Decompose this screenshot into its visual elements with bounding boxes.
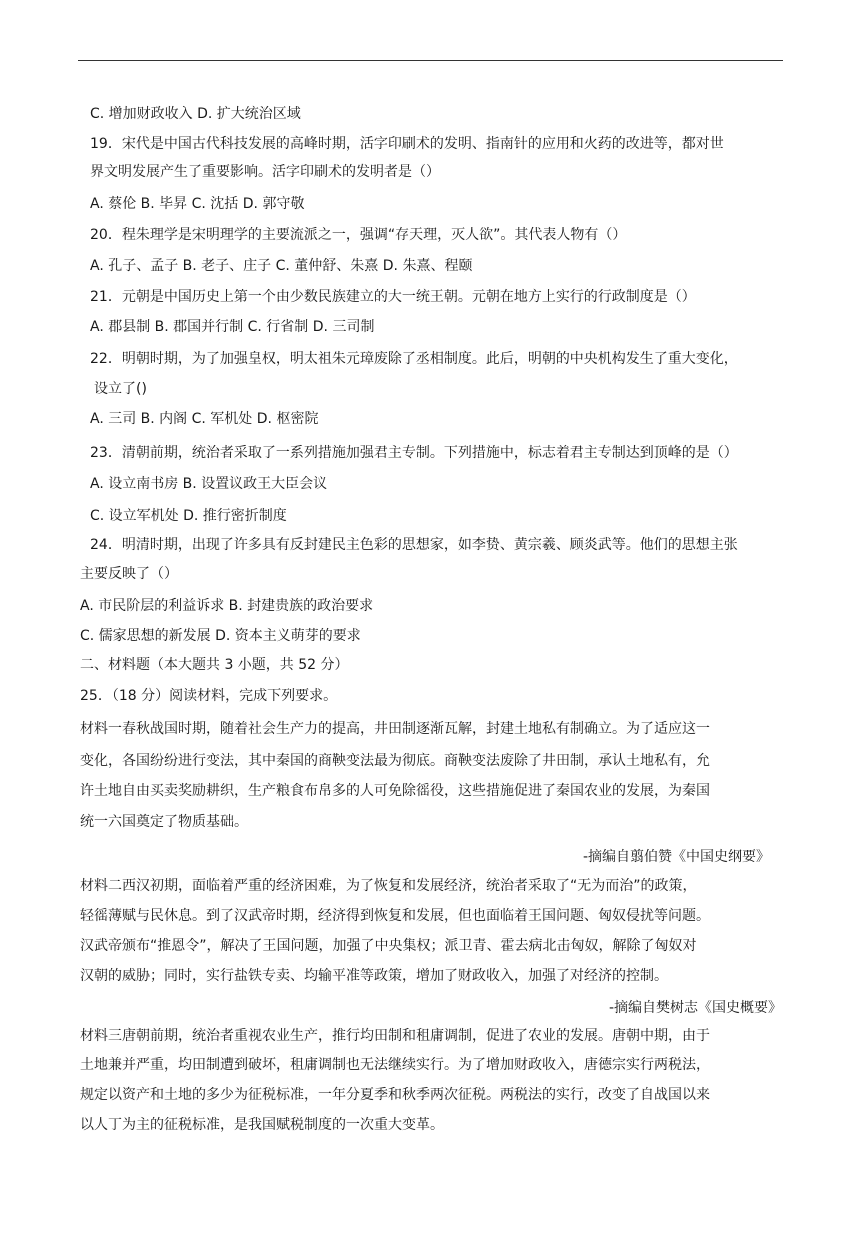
section-heading: 二、材料题（本大题共 3 小题，共 52 分） — [80, 657, 349, 673]
header-rule — [78, 60, 783, 61]
material1-line2: 变化，各国纷纷进行变法，其中秦国的商鞅变法最为彻底。商鞅变法废除了井田制，承认土地私有，允 — [80, 753, 710, 769]
q25-stem: 25．（18 分）阅读材料，完成下列要求。 — [80, 688, 338, 704]
material3-line2: 土地兼并严重，均田制遭到破坏，租庸调制也无法继续实行。为了增加财政收入，唐德宗实行两税法， — [80, 1057, 710, 1073]
material3-line1: 材料三唐朝前期，统治者重视农业生产，推行均田制和租庸调制，促进了农业的发展。唐朝中期，由于 — [80, 1028, 710, 1044]
q21-options: A. 郡县制 B. 郡国并行制 C. 行省制 D. 三司制 — [90, 319, 375, 335]
q19-options: A. 蔡伦 B. 毕昇 C. 沈括 D. 郭守敬 — [90, 196, 305, 212]
material1-line3: 许土地自由买卖奖励耕织，生产粮食布帛多的人可免除徭役，这些措施促进了秦国农业的发展，为秦国 — [80, 783, 710, 799]
q21-stem: 21．元朝是中国历史上第一个由少数民族建立的大一统王朝。元朝在地方上实行的行政制度是（） — [90, 289, 696, 305]
q23-options-line2: C. 设立军机处 D. 推行密折制度 — [90, 508, 287, 524]
material2-line1: 材料二西汉初期，面临着严重的经济困难，为了恢复和发展经济，统治者采取了“无为而治”的政策， — [80, 878, 697, 894]
q22-stem-line1: 22．明朝时期，为了加强皇权，明太祖朱元璋废除了丞相制度。此后，明朝的中央机构发生了重大变化， — [90, 351, 738, 367]
q23-stem: 23．清朝前期，统治者采取了一系列措施加强君主专制。下列措施中，标志着君主专制达到顶峰的是（） — [90, 445, 738, 461]
q20-stem: 20．程朱理学是宋明理学的主要流派之一，强调“存天理，灭人欲”。其代表人物有（） — [90, 227, 627, 243]
q24-options-line1: A. 市民阶层的利益诉求 B. 封建贵族的政治要求 — [80, 598, 374, 614]
material1-source: -摘编自翦伯赞《中国史纲要》 — [582, 849, 770, 865]
q19-stem-line2: 界文明发展产生了重要影响。活字印刷术的发明者是（） — [90, 164, 440, 180]
material1-line1: 材料一春秋战国时期，随着社会生产力的提高，井田制逐渐瓦解，封建土地私有制确立。为了适应这一 — [80, 721, 710, 737]
q20-options: A. 孔子、孟子 B. 老子、庄子 C. 董仲舒、朱熹 D. 朱熹、程颐 — [90, 258, 473, 274]
material2-line2: 轻徭薄赋与民休息。到了汉武帝时期，经济得到恢复和发展，但也面临着王国问题、匈奴侵扰等问题。 — [80, 908, 710, 924]
material2-line3: 汉武帝颁布“推恩令”，解决了王国问题，加强了中央集权；派卫青、霍去病北击匈奴，解除了匈奴对 — [80, 938, 697, 954]
material3-line3: 规定以资产和土地的多少为征税标准，一年分夏季和秋季两次征税。两税法的实行，改变了自战国以来 — [80, 1087, 710, 1103]
q23-options-line1: A. 设立南书房 B. 设置议政王大臣会议 — [90, 476, 328, 492]
q24-stem-line2: 主要反映了（） — [80, 566, 178, 582]
material3-line4: 以人丁为主的征税标准，是我国赋税制度的一次重大变革。 — [80, 1117, 444, 1133]
material2-line4: 汉朝的威胁；同时，实行盐铁专卖、均输平准等政策，增加了财政收入，加强了对经济的控制。 — [80, 968, 668, 984]
q22-stem-line2: 设立了() — [94, 381, 147, 397]
material1-line4: 统一六国奠定了物质基础。 — [80, 814, 248, 830]
q19-stem-line1: 19．宋代是中国古代科技发展的高峰时期，活字印刷术的发明、指南针的应用和火药的改进等，都对世 — [90, 136, 724, 152]
q24-options-line2: C. 儒家思想的新发展 D. 资本主义萌芽的要求 — [80, 628, 361, 644]
material2-source: -摘编自樊树志《国史概要》 — [608, 1000, 782, 1016]
q22-options: A. 三司 B. 内阁 C. 军机处 D. 枢密院 — [90, 411, 319, 427]
q18-options-line: C. 增加财政收入 D. 扩大统治区域 — [90, 106, 301, 122]
q24-stem-line1: 24．明清时期，出现了许多具有反封建民主色彩的思想家，如李贽、黄宗羲、顾炎武等。他们的思想主张 — [90, 537, 738, 553]
